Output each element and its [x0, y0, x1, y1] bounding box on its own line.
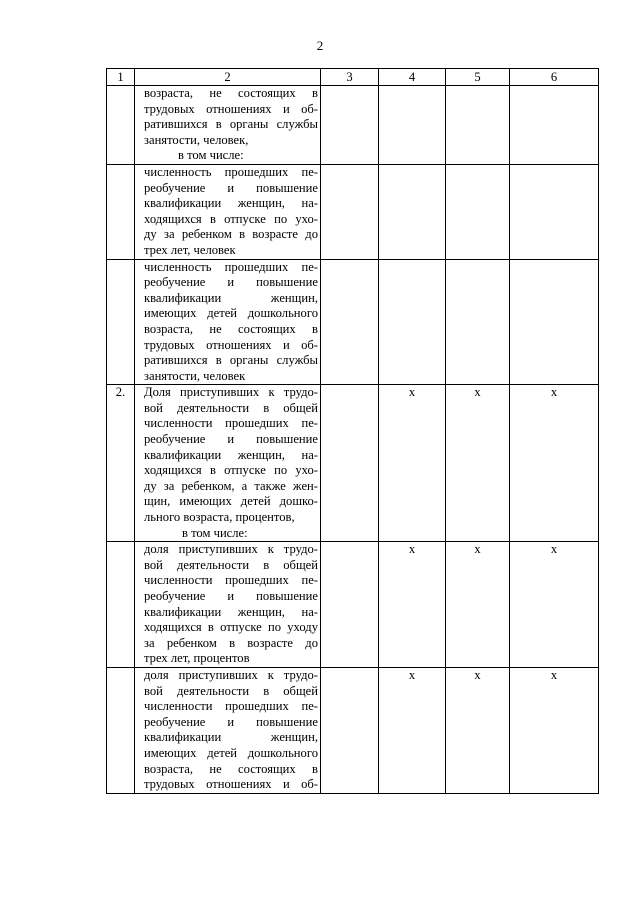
- text-line: занятости, человек,: [144, 132, 249, 147]
- text-line: ратившихся в органы службы: [144, 117, 318, 132]
- text-line: реобучение и повышение: [144, 432, 318, 447]
- text-line: ходящихся в отпуске по ухо-: [144, 463, 318, 478]
- text-line: за ребенком в возрасте до: [144, 635, 318, 650]
- text-line: квалификации женщин, на-: [144, 196, 318, 211]
- text-line: квалификации женщин,: [144, 730, 318, 745]
- text-line: в том числе:: [182, 525, 248, 540]
- text-line: льного возраста, процентов,: [144, 510, 295, 525]
- row-number-cell: [107, 667, 135, 793]
- table-row: [107, 667, 599, 793]
- text-line: имеющих детей дошкольного: [144, 306, 318, 321]
- table-row: [107, 259, 599, 385]
- value-cell: [379, 86, 446, 165]
- value-cell: [379, 259, 446, 385]
- row-number-cell: [107, 259, 135, 385]
- value-cell: x: [510, 667, 599, 793]
- text-line: возраста, не состоящих в: [144, 761, 318, 776]
- text-line: численности прошедших пе-: [144, 416, 318, 431]
- text-line: ду за ребенком, а также жен-: [144, 478, 318, 493]
- value-cell: x: [379, 542, 446, 668]
- value-cell: x: [510, 385, 599, 542]
- row-number-cell: [107, 542, 135, 668]
- value-cell: [321, 259, 379, 385]
- text-line: щин, имеющих детей дошко-: [144, 494, 318, 509]
- value-cell: [510, 259, 599, 385]
- value-cell: [321, 542, 379, 668]
- text-line: численности прошедших пе-: [144, 573, 318, 588]
- text-line: трудовых отношениях и об-: [144, 337, 318, 352]
- text-line: реобучение и повышение: [144, 275, 318, 290]
- indicator-text-cell: [135, 86, 321, 165]
- text-line: доля приступивших к трудо-: [144, 667, 318, 682]
- indicator-text-cell: [135, 164, 321, 259]
- value-cell: [446, 164, 510, 259]
- table-row: [107, 164, 599, 259]
- indicator-text-cell: [135, 385, 321, 542]
- value-cell: [510, 86, 599, 165]
- value-cell: x: [510, 542, 599, 668]
- indicator-text-cell: [135, 542, 321, 668]
- header-cell: 4: [379, 69, 446, 86]
- text-line: вой деятельности в общей: [144, 400, 318, 415]
- row-number-cell: 2.: [107, 385, 135, 542]
- text-line: квалификации женщин,: [144, 290, 318, 305]
- text-line: вой деятельности в общей: [144, 683, 318, 698]
- text-line: ду за ребенком в возрасте до: [144, 227, 318, 242]
- value-cell: [321, 667, 379, 793]
- text-line: доля приступивших к трудо-: [144, 542, 318, 557]
- text-line: ратившихся в органы службы: [144, 353, 318, 368]
- value-cell: x: [379, 385, 446, 542]
- text-line: трех лет, человек: [144, 242, 236, 257]
- indicator-text-cell: [135, 259, 321, 385]
- indicators-table: [106, 68, 599, 794]
- header-cell: 1: [107, 69, 135, 86]
- text-line: квалификации женщин, на-: [144, 447, 318, 462]
- text-line: квалификации женщин, на-: [144, 604, 318, 619]
- header-cell: 5: [446, 69, 510, 86]
- value-cell: x: [379, 667, 446, 793]
- table-row: [107, 385, 599, 542]
- table-row: [107, 86, 599, 165]
- text-line: численность прошедших пе-: [144, 259, 318, 274]
- page-number: 2: [316, 38, 324, 53]
- value-cell: [446, 259, 510, 385]
- value-cell: [510, 164, 599, 259]
- value-cell: [446, 86, 510, 165]
- header-cell: 3: [321, 69, 379, 86]
- text-line: имеющих детей дошкольного: [144, 745, 318, 760]
- value-cell: x: [446, 385, 510, 542]
- text-line: ходящихся в отпуске по уходу: [144, 620, 318, 635]
- indicator-text-cell: [135, 667, 321, 793]
- text-line: занятости, человек: [144, 368, 246, 383]
- text-line: возраста, не состоящих в: [144, 321, 318, 336]
- table-row: [107, 542, 599, 668]
- text-line: реобучение и повышение: [144, 180, 318, 195]
- text-line: ходящихся в отпуске по ухо-: [144, 211, 318, 226]
- text-line: Доля приступивших к трудо-: [144, 385, 318, 400]
- text-line: трудовых отношениях и об-: [144, 101, 318, 116]
- header-cell: 2: [135, 69, 321, 86]
- text-line: в том числе:: [178, 148, 244, 163]
- text-line: трех лет, процентов: [144, 651, 250, 666]
- header-cell: 6: [510, 69, 599, 86]
- value-cell: [321, 164, 379, 259]
- text-line: реобучение и повышение: [144, 589, 318, 603]
- text-line: возраста, не состоящих в: [144, 86, 318, 100]
- value-cell: [321, 385, 379, 542]
- value-cell: x: [446, 667, 510, 793]
- text-line: численности прошедших пе-: [144, 699, 318, 714]
- value-cell: [321, 86, 379, 165]
- row-number-cell: [107, 86, 135, 165]
- value-cell: x: [446, 542, 510, 668]
- table-header-row: [107, 69, 599, 86]
- text-line: трудовых отношениях и об-: [144, 777, 318, 792]
- text-line: вой деятельности в общей: [144, 557, 318, 572]
- row-number-cell: [107, 164, 135, 259]
- text-line: численность прошедших пе-: [144, 164, 318, 179]
- text-line: реобучение и повышение: [144, 714, 318, 729]
- value-cell: [379, 164, 446, 259]
